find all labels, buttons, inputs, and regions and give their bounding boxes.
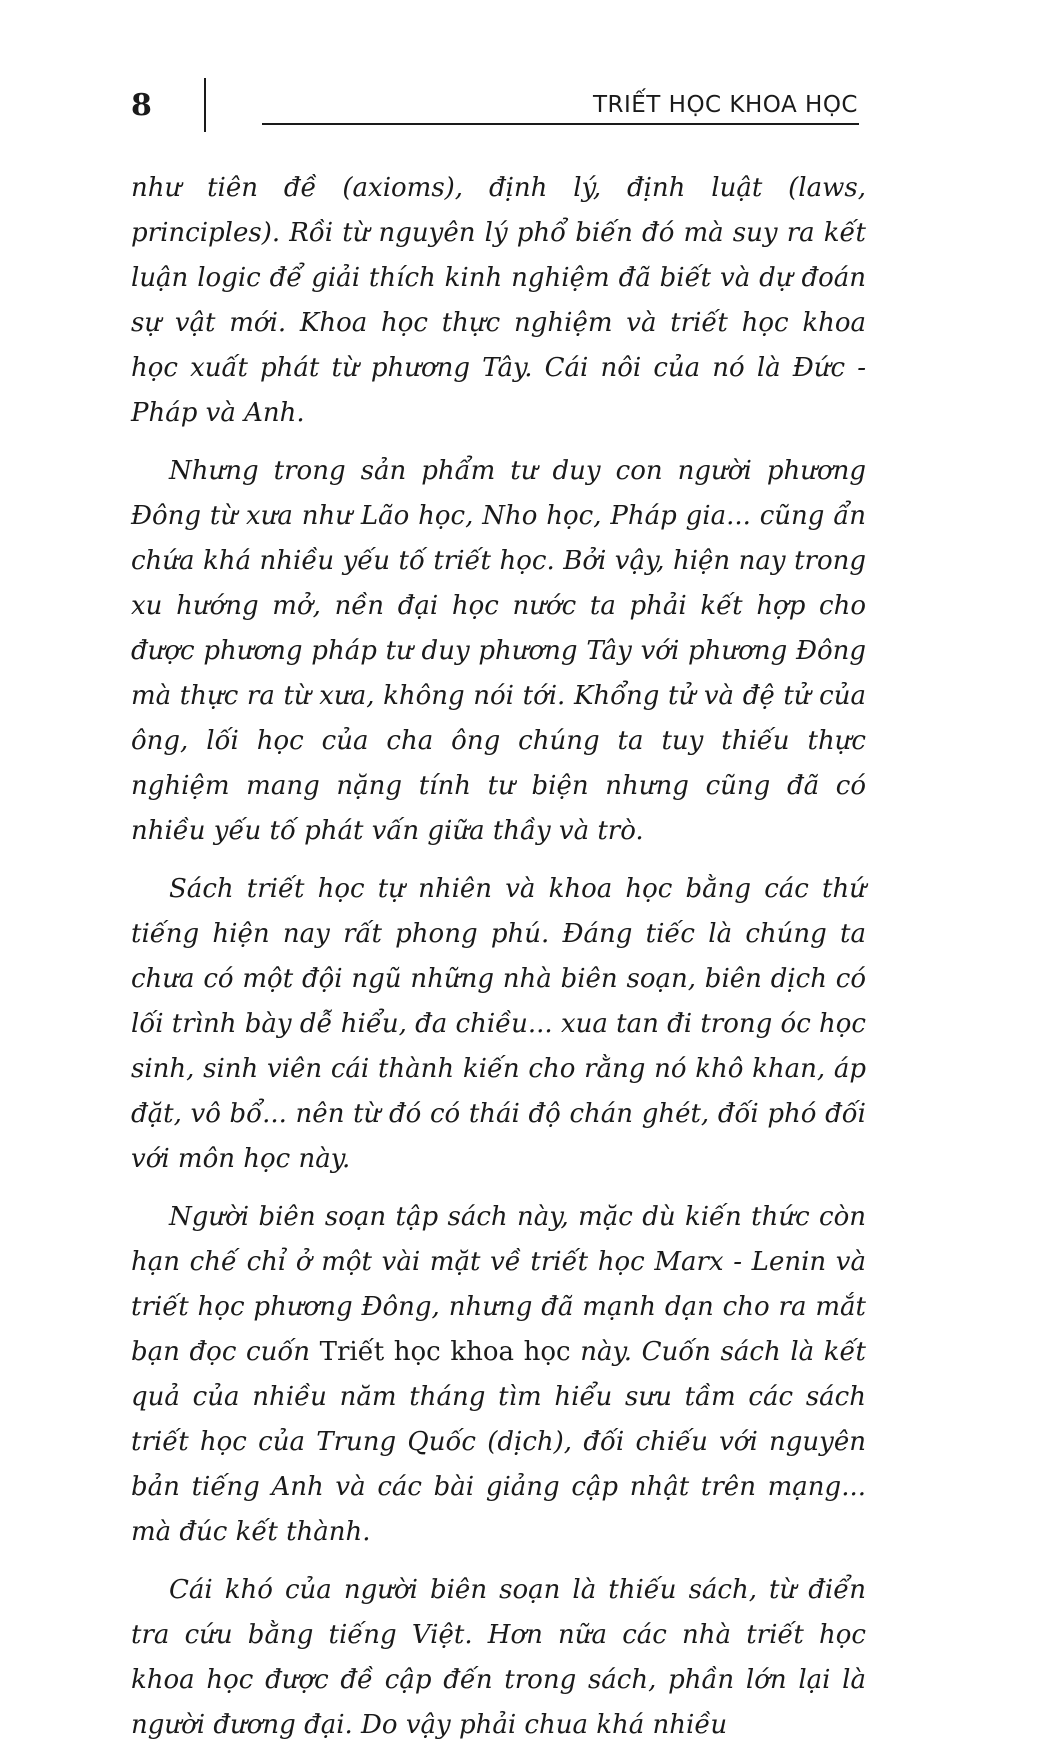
header-horizontal-rule	[262, 123, 859, 125]
paragraph-4-text-before: Người biên soạn tập sách này, mặc dù kiến thức còn hạn chế chỉ ở một vài mặt về triết học Marx - Lenin và triết học phương Đông, nhưng đã mạnh dạn cho ra mắt bạn đọc cuốn	[131, 1202, 866, 1367]
header-vertical-rule	[204, 78, 206, 132]
book-title-reference: Triết học khoa học	[319, 1337, 571, 1367]
running-title: TRIẾT HỌC KHOA HỌC	[592, 92, 858, 118]
paragraph-4-text-after: này. Cuốn sách là kết quả của nhiều năm tháng tìm hiểu sưu tầm các sách triết học của Trung Quốc (dịch), đối chiếu với nguyên bản tiếng Anh và các bài giảng cập nhật trên mạng... mà đúc kết thành.	[131, 1337, 866, 1547]
paragraph-2: Nhưng trong sản phẩm tư duy con người phương Đông từ xưa như Lão học, Nho học, Pháp gia... cũng ẩn chứa khá nhiều yếu tố triết học. Bởi vậy, hiện nay trong xu hướng mở, nền đại học nước ta phải kết hợp cho được phương pháp tư duy phương Tây với phương Đông mà thực ra từ xưa, không nói tới. Khổng tử và đệ tử của ông, lối học của cha ông chúng ta tuy thiếu thực nghiệm mang nặng tính tư biện nhưng cũng đã có nhiều yếu tố phát vấn giữa thầy và trò.	[131, 456, 866, 846]
paragraph-4	[131, 1195, 866, 1555]
page-number: 8	[131, 88, 152, 123]
paragraph-3: Sách triết học tự nhiên và khoa học bằng các thứ tiếng hiện nay rất phong phú. Đáng tiếc là chúng ta chưa có một đội ngũ những nhà biên soạn, biên dịch có lối trình bày dễ hiểu, đa chiều... xua tan đi trong óc học sinh, sinh viên cái thành kiến cho rằng nó khô khan, áp đặt, vô bổ... nên từ đó có thái độ chán ghét, đối phó đối với môn học này.	[131, 874, 866, 1174]
paragraph-5: Cái khó của người biên soạn là thiếu sách, từ điển tra cứu bằng tiếng Việt. Hơn nữa các nhà triết học khoa học được đề cập đến trong sách, phần lớn lại là người đương đại. Do vậy phải chua khá nhiều	[131, 1575, 866, 1740]
body-text	[131, 166, 866, 1761]
paragraph-1: như tiên đề (axioms), định lý, định luật (laws, principles). Rồi từ nguyên lý phổ biến đó mà suy ra kết luận logic để giải thích kinh nghiệm đã biết và dự đoán sự vật mới. Khoa học thực nghiệm và triết học khoa học xuất phát từ phương Tây. Cái nôi của nó là Đức - Pháp và Anh.	[131, 173, 866, 428]
